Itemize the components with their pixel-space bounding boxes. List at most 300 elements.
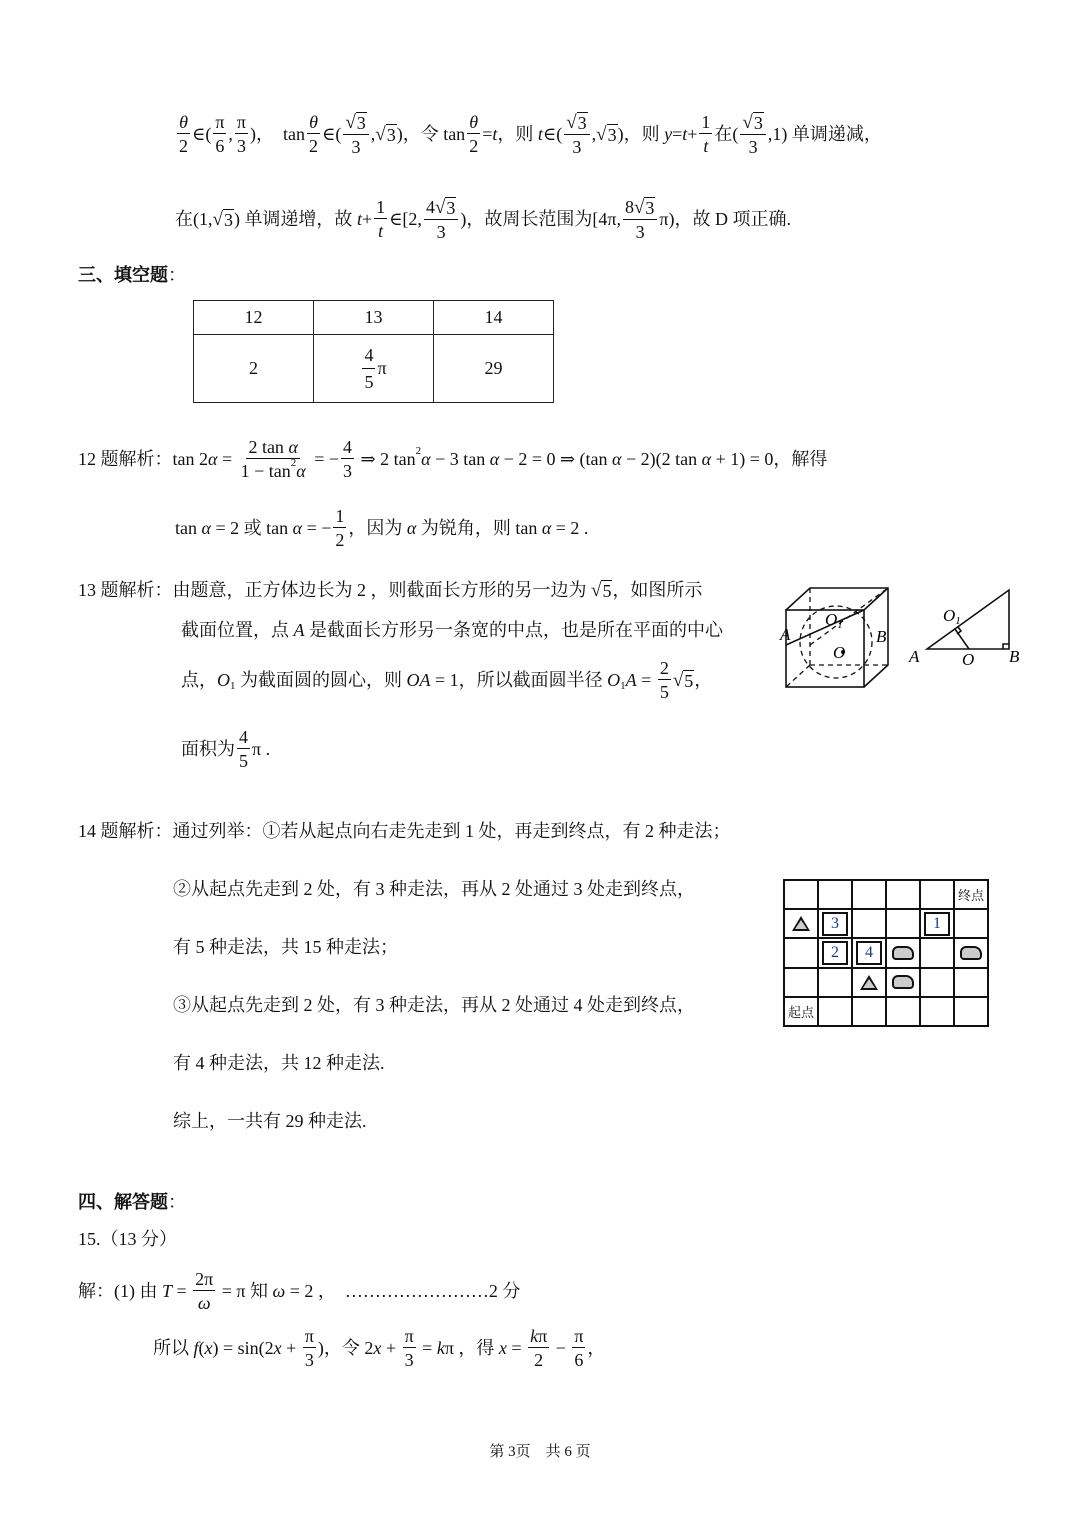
fraction [239, 438, 308, 480]
radicand: 3 [645, 198, 655, 218]
numerator [564, 112, 589, 135]
denominator [235, 134, 248, 155]
text-run: + [687, 124, 698, 144]
text-run: ， [587, 1338, 606, 1358]
fraction [307, 113, 320, 155]
text-run: π [236, 112, 247, 132]
header-cell [434, 301, 554, 335]
text-run: 为锐角，则 tan [416, 518, 542, 538]
subscript: 1 [230, 679, 236, 692]
text-run: π [304, 1326, 314, 1346]
triangle-label-b: B [1009, 647, 1020, 666]
fraction [740, 112, 765, 156]
denominator [532, 1348, 545, 1369]
math-variable: O [217, 670, 230, 690]
text-run: 2 tan [248, 437, 289, 457]
fraction [658, 659, 671, 701]
radical-sign: √ [212, 209, 223, 230]
text-run: 12 题解析：tan 2 [78, 449, 208, 469]
fraction [193, 1270, 215, 1312]
text-run: = [506, 1338, 527, 1358]
text-run: 截面位置，点 [181, 620, 294, 640]
text-run: 8 [624, 197, 634, 217]
text-run: ,1) 单调递减， [767, 124, 882, 144]
answer-12 [249, 358, 258, 379]
denominator [403, 1348, 416, 1369]
fraction [213, 113, 226, 155]
radicand: 5 [684, 671, 694, 691]
grid-cell [920, 997, 954, 1026]
numerator [235, 113, 248, 134]
page-footer: 第 3页 共 6 页 [489, 1444, 591, 1460]
radical-sign: √ [596, 124, 607, 145]
text-run: 1 [701, 112, 711, 132]
radicand: 3 [223, 210, 233, 230]
text-run: + [361, 209, 373, 229]
numerator [246, 438, 299, 459]
text-run: 5 [659, 682, 669, 702]
math-variable: α [489, 449, 500, 469]
text-run: ∈( [542, 124, 563, 144]
math-variable: y [664, 124, 673, 144]
text-run: − [551, 1338, 571, 1358]
math-variable: A [625, 670, 637, 690]
cube-label-o: O [833, 643, 846, 662]
subscript: 1 [620, 679, 626, 692]
fraction [467, 113, 480, 155]
text-run: 为截面圆的圆心，则 [235, 670, 407, 690]
grid-cell [818, 880, 852, 909]
radicand: 3 [753, 113, 763, 133]
triangle-label-o: O [962, 650, 975, 669]
superscript: 2 [290, 456, 297, 469]
text-run: ： [168, 265, 186, 285]
grid-cell [852, 938, 886, 967]
math-variable: x [204, 1338, 213, 1358]
text-run: = − [302, 518, 332, 538]
text-run: 5 [239, 751, 248, 771]
box-1: 1 [924, 912, 950, 936]
text-run: ，因为 [348, 518, 407, 538]
text-run: 4 [425, 197, 435, 217]
square-root [345, 112, 366, 132]
text-run: 3 [635, 222, 645, 242]
math-variable: θ [469, 112, 479, 132]
triangle-obstacle-icon [792, 916, 810, 931]
denominator [658, 680, 671, 701]
radicand: 3 [607, 125, 617, 145]
math-variable: t [378, 221, 384, 241]
math-variable: ω [197, 1293, 211, 1313]
text-run: = [636, 670, 656, 690]
numerator [343, 112, 368, 135]
denominator [570, 135, 583, 156]
fraction [235, 113, 248, 155]
grid-cell [920, 909, 954, 938]
text-run: π ，得 [444, 1338, 499, 1358]
denominator [572, 1348, 585, 1369]
text-run: 2π [195, 1269, 214, 1289]
math-variable: x [373, 1338, 382, 1358]
numerator [237, 728, 250, 749]
text-run: = 2 . [551, 518, 589, 538]
math-variable: x [273, 1338, 282, 1358]
q14-solution-line-4 [173, 996, 695, 1014]
text-run: ，如图所示 [612, 580, 703, 600]
grid-cell [886, 968, 920, 997]
denominator [307, 134, 320, 155]
text-run: 1 [335, 506, 345, 526]
q14-solution-line-2 [173, 880, 695, 898]
text-run: = 1，所以截面圆半径 [430, 670, 608, 690]
text-run: = [172, 1281, 192, 1301]
math-variable: t [537, 124, 543, 144]
text-run: 1 − tan [240, 461, 291, 481]
text-run: 3 [236, 136, 246, 156]
question-15-heading [78, 1230, 177, 1248]
grid-cell [818, 938, 852, 967]
text-run: 2 [249, 358, 258, 378]
denominator [467, 134, 480, 155]
text-run: , [228, 124, 233, 144]
grid-cell [852, 997, 886, 1026]
path-grid-figure [783, 879, 989, 1027]
grid-cell [784, 880, 818, 909]
square-root [375, 124, 396, 144]
text-run: 所以 [153, 1338, 194, 1358]
square-root [435, 197, 456, 217]
denominator [701, 134, 710, 155]
section-heading-answer [78, 1193, 186, 1211]
cube-label-b: B [876, 627, 887, 646]
text-run: = − [309, 449, 340, 469]
header-cell [314, 301, 434, 335]
numerator [623, 197, 657, 220]
text-run: ⇒ 2 tan [356, 449, 416, 469]
text-run: π [538, 1326, 548, 1346]
numerator [740, 112, 765, 135]
text-run: , [370, 124, 376, 144]
denominator [747, 135, 760, 156]
q15-solution-line-2 [153, 1327, 605, 1369]
text-run: )， tan [250, 124, 305, 144]
text-run: 点， [181, 670, 217, 690]
text-run: π [404, 1326, 414, 1346]
header-13: 13 [364, 307, 383, 327]
math-variable: x [498, 1338, 507, 1358]
text-run: 1 [376, 197, 386, 217]
grid-cell [784, 909, 818, 938]
fraction [341, 438, 354, 480]
radicand: 5 [602, 581, 612, 601]
text-run: ： [168, 1192, 186, 1212]
denominator [237, 749, 250, 770]
radical-sign: √ [742, 112, 753, 133]
text-run: + 1) = 0，解得 [711, 449, 828, 469]
text-run: ) = sin(2 [212, 1338, 274, 1358]
text-run: + [281, 1338, 301, 1358]
text-run: + [381, 1338, 401, 1358]
text-run: 2 [659, 658, 669, 678]
grid-cell [818, 997, 852, 1026]
grid-cell [954, 997, 988, 1026]
numerator [333, 507, 346, 528]
math-variable: α [292, 518, 303, 538]
numerator [572, 1327, 585, 1348]
math-variable: α [208, 449, 218, 469]
text-run: 14 题解析：通过列举：①若从起点向右走先走到 1 处，再走到终点，有 2 种走法； [78, 821, 731, 841]
numerator [177, 113, 190, 134]
text-run: ，则 [497, 124, 538, 144]
text-run: 3 [351, 137, 361, 157]
numerator [467, 113, 480, 134]
text-run: − 2)(2 tan [621, 449, 702, 469]
text-run: π)，故 D 项正确. [659, 209, 791, 229]
cube-label-o1: O1 [825, 610, 843, 631]
numerator [341, 438, 354, 459]
text-run: 3 [343, 461, 353, 481]
radical-sign: √ [434, 197, 446, 218]
q13-solution-line-3 [181, 659, 712, 701]
numerator [193, 1270, 215, 1291]
grid-cell [954, 938, 988, 967]
math-variable: t [703, 136, 709, 156]
text-run: − 3 tan [430, 449, 490, 469]
math-variable: A [293, 620, 305, 640]
text-run: = [672, 124, 683, 144]
text-run: 在( [714, 124, 739, 144]
math-variable: θ [179, 112, 188, 132]
heading-text: 三、填空题 [78, 265, 168, 285]
text-run: 解：(1) 由 [78, 1281, 162, 1301]
math-variable: t [682, 124, 688, 144]
fraction [237, 728, 250, 770]
text-run: 在(1, [175, 209, 213, 229]
numerator [213, 113, 226, 134]
math-variable: OA [406, 670, 431, 690]
fraction [303, 1327, 316, 1369]
text-run: 4 [364, 344, 374, 365]
denominator [239, 456, 308, 481]
radical-sign: √ [345, 112, 356, 133]
text-run: 3 [304, 1350, 314, 1370]
grid-cell [954, 968, 988, 997]
radical-sign: √ [375, 124, 386, 145]
text-run: = [482, 124, 493, 144]
text-run: π [377, 358, 387, 378]
text-run: 5 [364, 371, 374, 392]
grid-cell [852, 909, 886, 938]
text-run: 面积为 [181, 739, 235, 759]
text-run: )，故周长范围为[4π, [460, 209, 621, 229]
fraction [564, 112, 589, 156]
math-variable: α [296, 461, 306, 481]
q13-solution-line-1 [78, 580, 702, 600]
radical-sign: √ [633, 197, 645, 218]
text-run: π [574, 1326, 584, 1346]
math-variable: α [406, 518, 417, 538]
radical-sign: √ [672, 670, 684, 691]
square-root [596, 124, 617, 144]
text-run: 4 [343, 437, 353, 457]
text-run: ∈[2, [389, 209, 422, 229]
text-run: 3 [572, 137, 582, 157]
math-variable: θ [309, 112, 318, 132]
numerator [307, 113, 320, 134]
grid-cell [886, 938, 920, 967]
stone-obstacle-icon [892, 946, 914, 960]
fraction [343, 112, 368, 156]
value-cell [434, 335, 554, 403]
stone-obstacle-icon [960, 946, 982, 960]
text-run: = 2 ， ……………………2 分 [285, 1281, 521, 1301]
grid-cell [920, 938, 954, 967]
numerator [699, 113, 712, 134]
q14-solution-line-1 [78, 822, 731, 840]
box-3: 3 [822, 912, 848, 936]
text-run: = [417, 1338, 437, 1358]
denominator [303, 1348, 316, 1369]
square-root [566, 112, 587, 132]
fraction [333, 507, 346, 549]
q14-solution-line-5 [173, 1054, 385, 1072]
math-variable: T [162, 1281, 173, 1301]
triangle-figure [905, 580, 1030, 675]
text-run: 29 [484, 358, 503, 378]
text-run: tan [175, 518, 202, 538]
cube-figure [778, 580, 893, 695]
math-variable: ω [272, 1281, 286, 1301]
math-variable: k [436, 1338, 445, 1358]
text-run: 3 [404, 1350, 414, 1370]
text-run: 3 [748, 137, 758, 157]
radicand: 3 [446, 198, 456, 218]
text-run: ∈( [192, 124, 212, 144]
math-variable: f [193, 1338, 199, 1358]
fraction [572, 1327, 585, 1369]
text-run: ∈( [322, 124, 342, 144]
math-variable: t [356, 209, 362, 229]
grid-cell [818, 968, 852, 997]
text-run: , [591, 124, 597, 144]
stone-obstacle-icon [892, 975, 914, 989]
text-run: 2 [179, 136, 188, 156]
text-run: 有 5 种走法，共 15 种走法； [173, 937, 398, 957]
grid-cell [852, 880, 886, 909]
fraction [362, 345, 375, 393]
text-run: ②从起点先走到 2 处，有 3 种走法，再从 2 处通过 3 处走到终点， [173, 879, 695, 899]
denominator [350, 135, 363, 156]
text-run: 15.（13 分） [78, 1229, 177, 1249]
text-run: 综上，一共有 29 种走法. [173, 1111, 367, 1131]
numerator [403, 1327, 416, 1348]
cube-label-a: A [780, 625, 791, 644]
denominator [196, 1291, 213, 1312]
triangle-obstacle-icon [860, 975, 878, 990]
start-label: 起点 [787, 1004, 814, 1020]
math-variable: α [541, 518, 552, 538]
numerator [424, 197, 458, 220]
denominator [341, 459, 354, 480]
grid-cell [784, 997, 818, 1026]
grid-cell [920, 880, 954, 909]
q14-solution-line-6 [173, 1112, 367, 1130]
fraction [424, 197, 458, 241]
text-run: 4 [239, 727, 248, 747]
text-run: π [215, 112, 225, 132]
text-run: 2 [309, 136, 318, 156]
square-root [742, 112, 763, 132]
fraction [374, 198, 387, 240]
denominator [634, 220, 647, 241]
answer-13 [360, 345, 386, 393]
denominator [435, 220, 448, 241]
q12-solution-line-1 [78, 438, 827, 480]
text-run: 2 [534, 1350, 544, 1370]
math-variable: O [607, 670, 621, 690]
header-14: 14 [484, 307, 503, 327]
text-run: = 2 或 tan [210, 518, 293, 538]
text-run: )，令 2 [317, 1338, 374, 1358]
triangle-label-o1: O1 [943, 606, 961, 627]
text-run: ， [694, 670, 713, 690]
grid-cell [784, 968, 818, 997]
grid-cell [886, 997, 920, 1026]
end-label: 终点 [957, 888, 984, 904]
text-run: ③从起点先走到 2 处，有 3 种走法，再从 2 处通过 4 处走到终点， [173, 995, 695, 1015]
radicand: 3 [577, 113, 587, 133]
header-12: 12 [244, 307, 263, 327]
numerator [658, 659, 671, 680]
q12-solution-line-2 [175, 507, 588, 549]
solution-line-2 [175, 197, 791, 241]
text-run: 有 4 种走法，共 12 种走法. [173, 1053, 385, 1073]
text-run: 13 题解析：由题意，正方体边长为 2 ，则截面长方形的另一边为 [78, 580, 591, 600]
value-cell [194, 335, 314, 403]
math-variable: α [288, 437, 298, 457]
fraction [623, 197, 657, 241]
text-run: 3 [436, 222, 446, 242]
section-heading-fill-blank [78, 266, 186, 284]
radicand: 3 [386, 125, 396, 145]
denominator [213, 134, 226, 155]
math-variable: α [201, 518, 211, 538]
text-run: 6 [574, 1350, 584, 1370]
grid-cell [886, 880, 920, 909]
q15-solution-line-1 [78, 1270, 520, 1312]
square-root [673, 670, 694, 690]
math-variable: α [421, 449, 431, 469]
square-root [591, 580, 612, 600]
text-run: )，令 tan [396, 124, 466, 144]
numerator [374, 198, 387, 219]
q13-solution-line-4 [181, 728, 270, 770]
numerator [303, 1327, 316, 1348]
fraction [177, 113, 190, 155]
text-run: π . [252, 739, 271, 759]
fraction [403, 1327, 416, 1369]
radical-sign: √ [591, 580, 602, 601]
text-run: ) 单调递增，故 [233, 209, 357, 229]
grid-cell [886, 909, 920, 938]
box-4: 4 [856, 941, 882, 965]
radical-sign: √ [566, 112, 577, 133]
grid-cell [920, 968, 954, 997]
heading-text: 四、解答题 [78, 1192, 168, 1212]
answer-table [193, 300, 554, 403]
denominator [362, 369, 375, 393]
math-variable: α [701, 449, 712, 469]
